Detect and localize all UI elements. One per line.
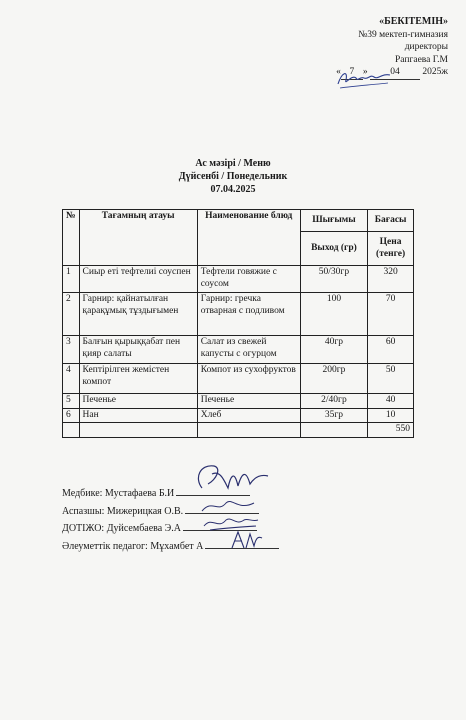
menu-day: Дүйсенбі / Понедельник: [178, 171, 288, 182]
director-signature-icon: [334, 64, 394, 92]
row-name-kk: Балғын қырыққабат пен қияр салаты: [79, 336, 197, 364]
header-yield-group: Шығымы: [300, 210, 367, 232]
approval-title: «БЕКІТЕМІН»: [379, 16, 448, 27]
approval-date-day: 7: [341, 66, 363, 80]
table-row: [63, 408, 414, 423]
row-num: 3: [63, 336, 80, 364]
row-price: 40: [368, 394, 414, 409]
row-name-kk: Сиыр еті тефтелиі соуспен: [79, 266, 197, 293]
row-yield: 2/40гр: [300, 394, 367, 409]
row-yield: 200гр: [300, 364, 367, 394]
header-yield: Выход (гр): [300, 232, 367, 266]
table-total-row: [63, 423, 414, 438]
row-name-ru: Тефтели говяжие с соусом: [197, 266, 300, 293]
header-price-group: Бағасы: [368, 210, 414, 232]
signature-cook: [62, 503, 279, 521]
header-price: Цена (тенге): [368, 232, 414, 266]
row-name-ru: Компот из сухофруктов: [197, 364, 300, 394]
row-name-kk: Нан: [79, 408, 197, 423]
row-price: 50: [368, 364, 414, 394]
table-row: [63, 293, 414, 336]
signature-social-pedagogue: [62, 538, 279, 556]
row-price: 320: [368, 266, 414, 293]
signature-social-pedagogue-label: Әлеуметтік педагог: Мұхамбет А: [62, 540, 204, 552]
total-price: 550: [368, 423, 414, 438]
row-num: 2: [63, 293, 80, 336]
row-num: 5: [63, 394, 80, 409]
menu-table: [62, 209, 414, 438]
approval-director: Рапгаева Г.М: [395, 54, 448, 65]
row-name-ru: Печенье: [197, 394, 300, 409]
signature-line: [205, 538, 279, 549]
row-name-kk: Гарнир: қайнатылған қарақұмық тұздығымен: [79, 293, 197, 336]
row-yield: 40гр: [300, 336, 367, 364]
approval-position: директоры: [404, 42, 448, 52]
menu-title: Ас мәзірі / Меню: [195, 158, 271, 169]
signature-nurse: [62, 485, 279, 503]
approval-date: « 7 » 04 2025ж: [248, 66, 448, 80]
table-row: [63, 266, 414, 293]
row-num: 4: [63, 364, 80, 394]
signatures-block: [62, 485, 279, 555]
signature-cook-label: Аспазшы: Мижерицкая О.В.: [62, 505, 184, 517]
header-num: №: [63, 210, 80, 266]
table-row: [63, 336, 414, 364]
row-name-kk: Кептірілген жемістен компот: [79, 364, 197, 394]
table-row: [63, 394, 414, 409]
row-name-ru: Гарнир: гречка отварная с подливом: [197, 293, 300, 336]
table-row: [63, 364, 414, 394]
row-num: 6: [63, 408, 80, 423]
row-price: 70: [368, 293, 414, 336]
signature-nurse-label: Медбике: Мустафаева Б.И: [62, 488, 175, 499]
signature-line: [176, 485, 250, 496]
row-price: 60: [368, 336, 414, 364]
signature-line: [185, 503, 259, 514]
menu-date: 07.04.2025: [210, 184, 256, 195]
header-name-ru: Наименование блюд: [197, 210, 300, 266]
row-yield: 100: [300, 293, 367, 336]
approval-date-month: 04: [370, 66, 420, 80]
row-name-kk: Печенье: [79, 394, 197, 409]
row-num: 1: [63, 266, 80, 293]
row-price: 10: [368, 408, 414, 423]
menu-titles: [0, 157, 466, 196]
row-yield: 35гр: [300, 408, 367, 423]
approval-date-year: 2025ж: [422, 67, 448, 77]
row-name-ru: Хлеб: [197, 408, 300, 423]
signature-deputy-label: ДОТІЖО: Дуйсембаева Э.А: [62, 523, 182, 534]
header-name-kk: Тағамның атауы: [79, 210, 197, 266]
row-yield: 50/30гр: [300, 266, 367, 293]
approval-school: №39 мектеп-гимназия: [358, 29, 448, 40]
row-name-ru: Салат из свежей капусты с огурцом: [197, 336, 300, 364]
signature-deputy: [62, 520, 279, 538]
signature-line: [183, 520, 257, 531]
